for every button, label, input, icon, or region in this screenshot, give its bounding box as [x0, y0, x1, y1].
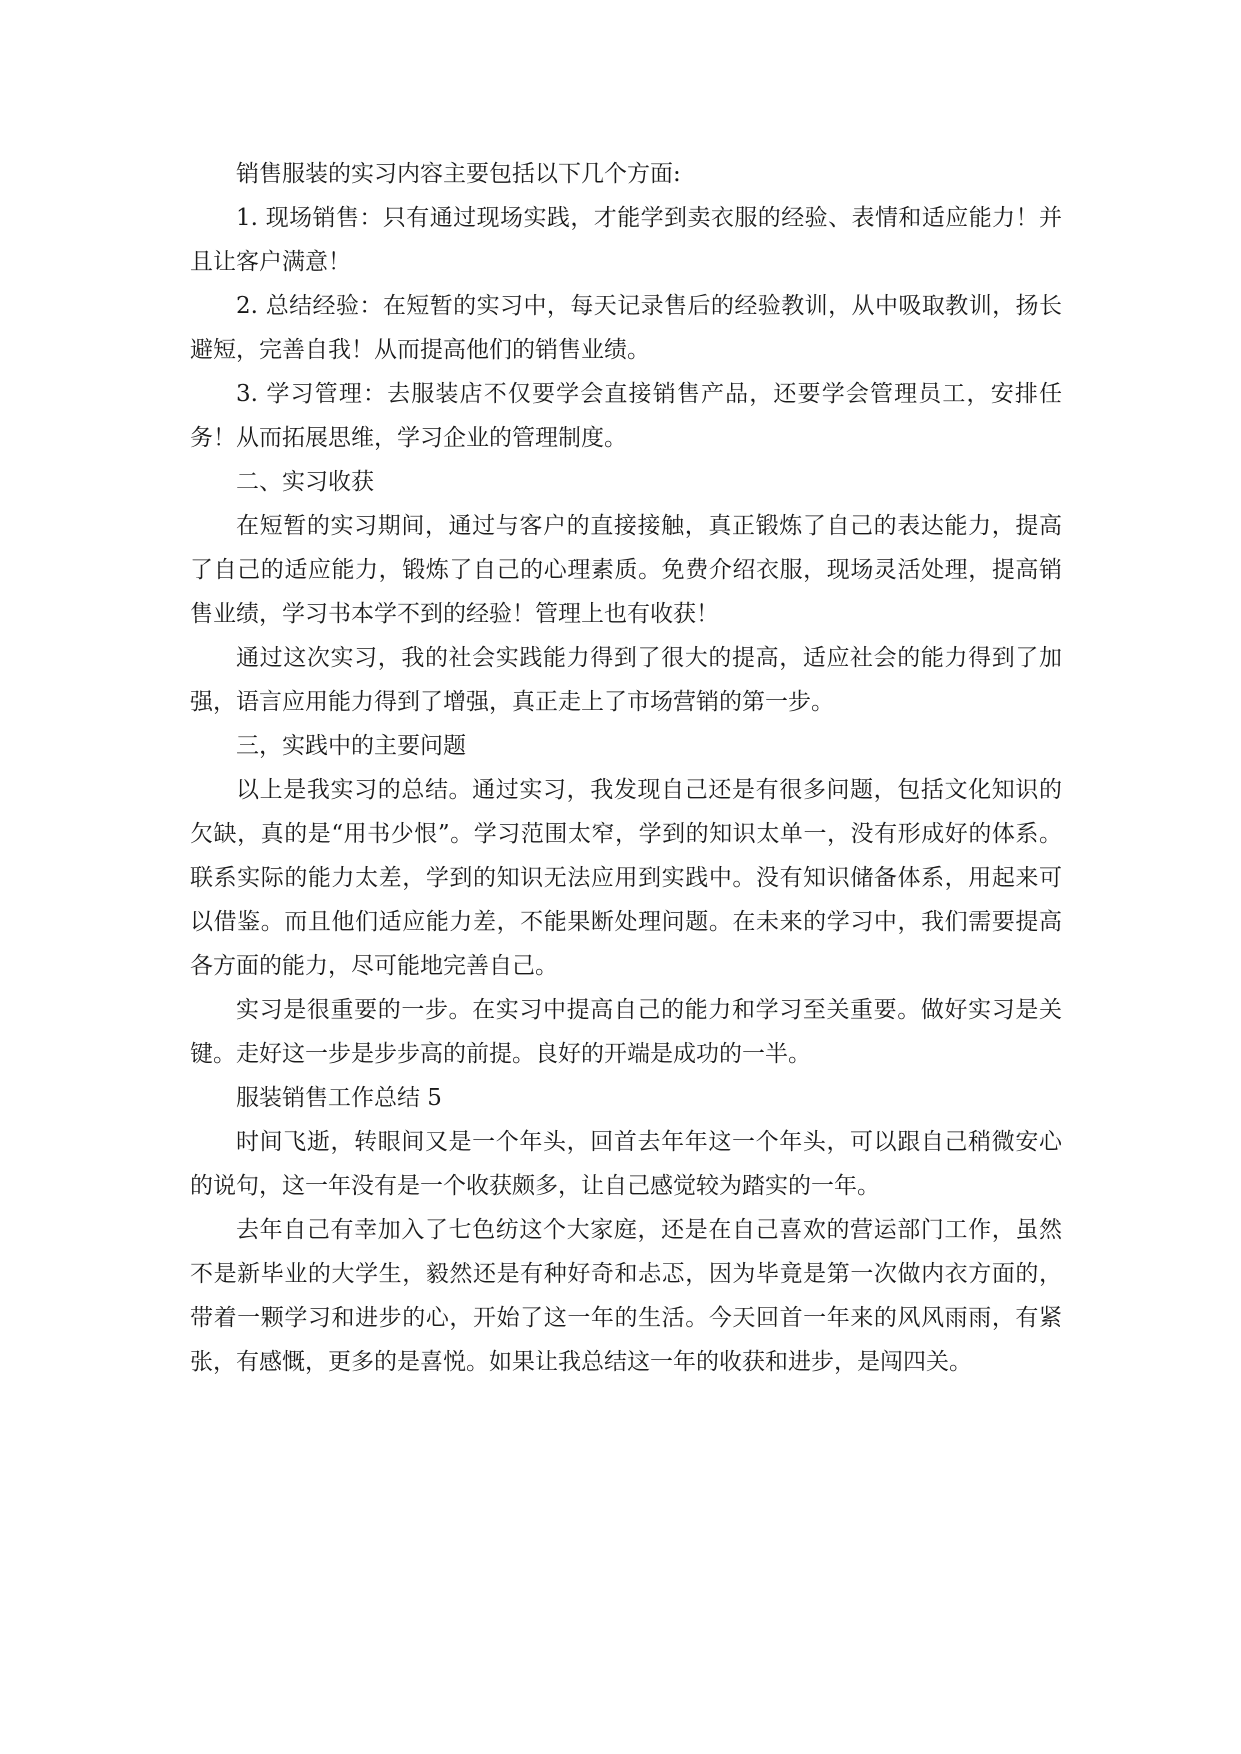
paragraph-problems-1: 以上是我实习的总结。通过实习，我发现自己还是有很多问题，包括文化知识的欠缺，真的是“用书少恨”。学习范围太窄，学到的知识太单一，没有形成好的体系。联系实际的能力太差，学到的知识无法应用到实践中。没有知识储备体系，用起来可以借鉴。而且他们适应能力差，不能果断处理问题。在未来的学习中，我们需要提高各方面的能力，尽可能地完善自己。 — [190, 777, 1062, 979]
section-heading-problems: 三，实践中的主要问题 — [236, 733, 466, 759]
paragraph-gains-2: 通过这次实习，我的社会实践能力得到了很大的提高，适应社会的能力得到了加强，语言应用能力得到了增强，真正走上了市场营销的第一步。 — [190, 645, 1062, 715]
section-heading-summary-5: 服装销售工作总结 5 — [236, 1085, 442, 1111]
paragraph-summary-2: 去年自己有幸加入了七色纺这个大家庭，还是在自己喜欢的营运部门工作，虽然不是新毕业的大学生，毅然还是有种好奇和忐忑，因为毕竟是第一次做内衣方面的，带着一颗学习和进步的心，开始了这一年的生活。今天回首一年来的风风雨雨，有紧张，有感慨，更多的是喜悦。如果让我总结这一年的收获和进步，是闯四关。 — [190, 1217, 1062, 1375]
paragraph-item-1: 1. 现场销售：只有通过现场实践，才能学到卖衣服的经验、表情和适应能力！并且让客户满意！ — [190, 205, 1062, 275]
paragraph-item-2: 2. 总结经验：在短暂的实习中，每天记录售后的经验教训，从中吸取教训，扬长避短，完善自我！从而提高他们的销售业绩。 — [190, 293, 1062, 363]
document-body — [190, 152, 1062, 1384]
section-heading-gains: 二、实习收获 — [236, 469, 374, 495]
paragraph-summary-1: 时间飞逝，转眼间又是一个年头，回首去年年这一个年头，可以跟自己稍微安心的说句，这一年没有是一个收获颇多，让自己感觉较为踏实的一年。 — [190, 1129, 1062, 1199]
paragraph-problems-2: 实习是很重要的一步。在实习中提高自己的能力和学习至关重要。做好实习是关键。走好这一步是步步高的前提。良好的开端是成功的一半。 — [190, 997, 1062, 1067]
paragraph-item-3: 3. 学习管理：去服装店不仅要学会直接销售产品，还要学会管理员工，安排任务！从而拓展思维，学习企业的管理制度。 — [190, 381, 1062, 451]
paragraph-intro: 销售服装的实习内容主要包括以下几个方面: — [236, 161, 681, 187]
paragraph-gains-1: 在短暂的实习期间，通过与客户的直接接触，真正锻炼了自己的表达能力，提高了自己的适应能力，锻炼了自己的心理素质。免费介绍衣服，现场灵活处理，提高销售业绩，学习书本学不到的经验！管理上也有收获！ — [190, 513, 1062, 627]
